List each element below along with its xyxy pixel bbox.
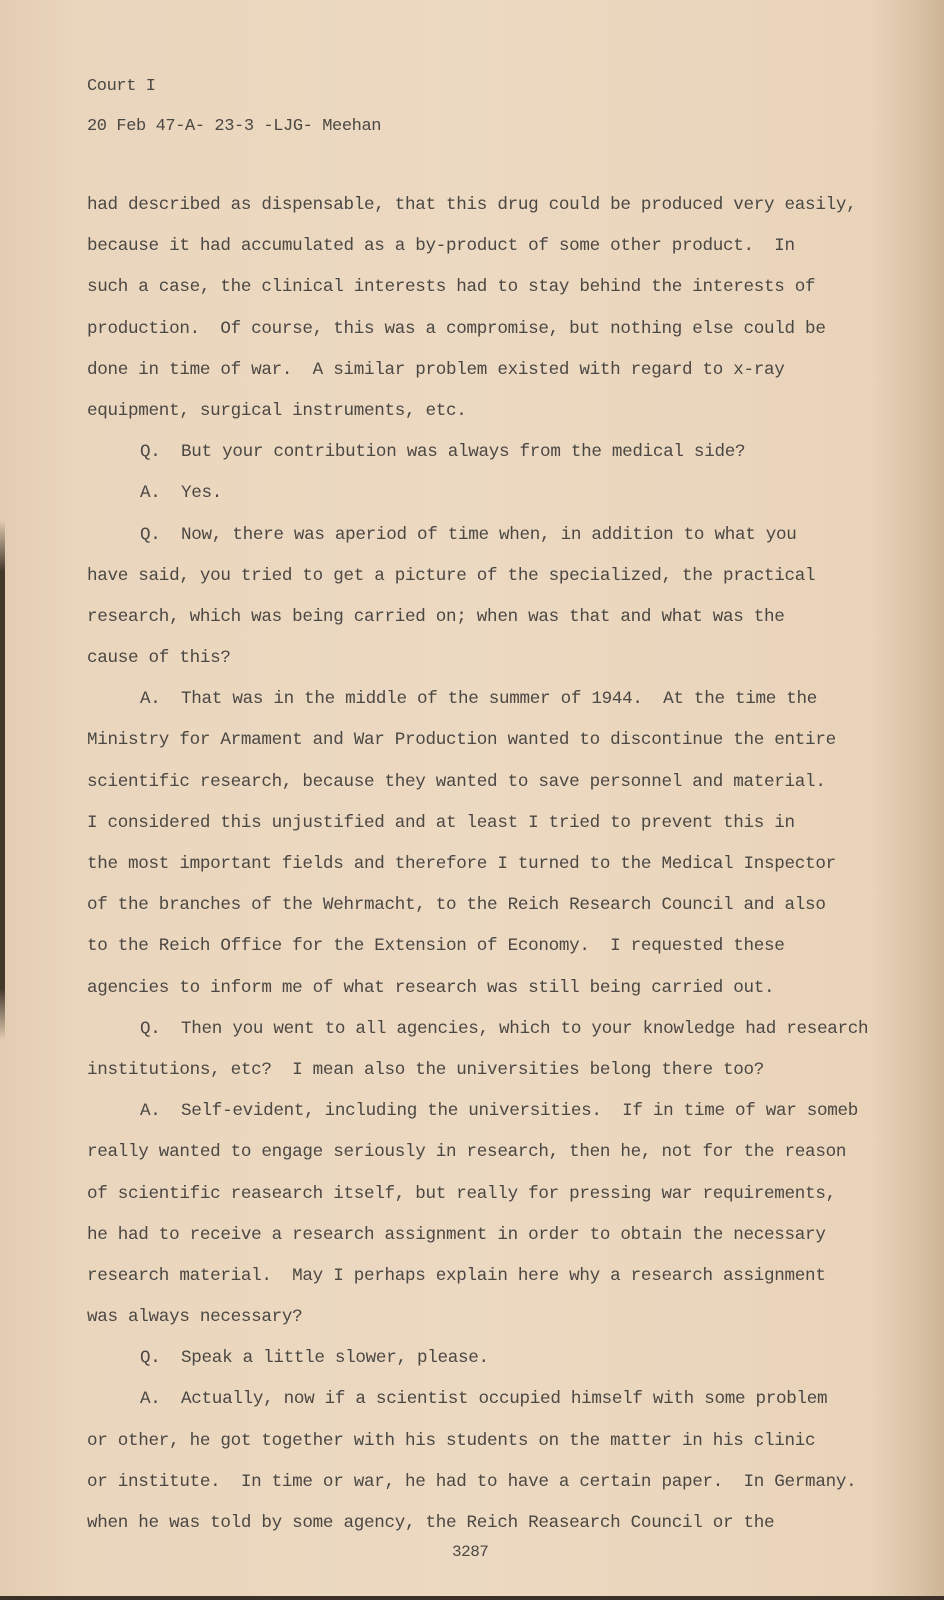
transcript-line: to the Reich Office for the Extension of Economy. I requested these xyxy=(87,936,785,957)
transcript-line: A. Self-evident, including the universities. If in time of war someb xyxy=(140,1101,859,1122)
scan-bottom-edge xyxy=(0,1596,944,1600)
transcript-line: agencies to inform me of what research was still being carried out. xyxy=(87,977,775,998)
transcript-line: A. That was in the middle of the summer of 1944. At the time the xyxy=(140,689,818,710)
transcript-line: of scientific reasearch itself, but really for pressing war requirements, xyxy=(87,1183,836,1204)
transcript-line: A. Actually, now if a scientist occupied himself with some problem xyxy=(140,1389,828,1410)
court-label: Court I xyxy=(87,77,156,96)
page-number: 3287 xyxy=(452,1543,489,1561)
transcript-line: A. Yes. xyxy=(140,483,223,504)
transcript-line: have said, you tried to get a picture of the specialized, the practical xyxy=(87,565,816,586)
transcript-line: when he was told by some agency, the Reich Reasearch Council or the xyxy=(87,1513,775,1533)
transcript-line: he had to receive a research assignment in order to obtain the necessary xyxy=(87,1224,826,1245)
transcript-line: of the branches of the Wehrmacht, to the Reich Research Council and also xyxy=(87,895,826,916)
transcript-line: institutions, etc? I mean also the universities belong there too? xyxy=(87,1059,765,1080)
transcript-line: Q. Now, there was aperiod of time when, in addition to what you xyxy=(140,524,797,545)
transcript-line: done in time of war. A similar problem existed with regard to x-ray xyxy=(87,359,785,380)
transcript-line: production. Of course, this was a compromise, but nothing else could be xyxy=(87,318,826,339)
transcript-line: was always necessary? xyxy=(87,1307,303,1328)
transcript-line: scientific research, because they wanted to save personnel and material. xyxy=(87,771,826,792)
transcript-body xyxy=(87,190,917,1549)
transcript-line: I considered this unjustified and at least I tried to prevent this in xyxy=(87,812,795,833)
scan-edge-shadow xyxy=(0,520,5,1040)
transcript-line: research material. May I perhaps explain here why a research assignment xyxy=(87,1265,826,1286)
transcript-line: had described as dispensable, that this drug could be produced very easily, xyxy=(87,195,857,215)
transcript-line: because it had accumulated as a by-product of some other product. In xyxy=(87,236,795,257)
transcript-line: research, which was being carried on; when was that and what was the xyxy=(87,606,785,627)
transcript-line: really wanted to engage seriously in research, then he, not for the reason xyxy=(87,1142,847,1163)
transcript-line: Q. Then you went to all agencies, which to your knowledge had research xyxy=(140,1018,869,1039)
transcript-line: the most important fields and therefore I turned to the Medical Inspector xyxy=(87,854,836,874)
transcript-line: Q. Speak a little slower, please. xyxy=(140,1348,489,1369)
transcript-line: equipment, surgical instruments, etc. xyxy=(87,400,467,421)
transcript-line: or institute. In time or war, he had to have a certain paper. In Germany. xyxy=(87,1471,857,1492)
transcript-line: such a case, the clinical interests had to stay behind the interests of xyxy=(87,277,816,298)
transcript-line: cause of this? xyxy=(87,648,231,669)
transcript-line: Ministry for Armament and War Production wanted to discontinue the entire xyxy=(87,730,836,751)
transcript-line: Q. But your contribution was always from the medical side? xyxy=(140,442,746,463)
transcript-line: or other, he got together with his students on the matter in his clinic xyxy=(87,1430,816,1451)
session-reference: 20 Feb 47-A- 23-3 -LJG- Meehan xyxy=(87,117,382,136)
